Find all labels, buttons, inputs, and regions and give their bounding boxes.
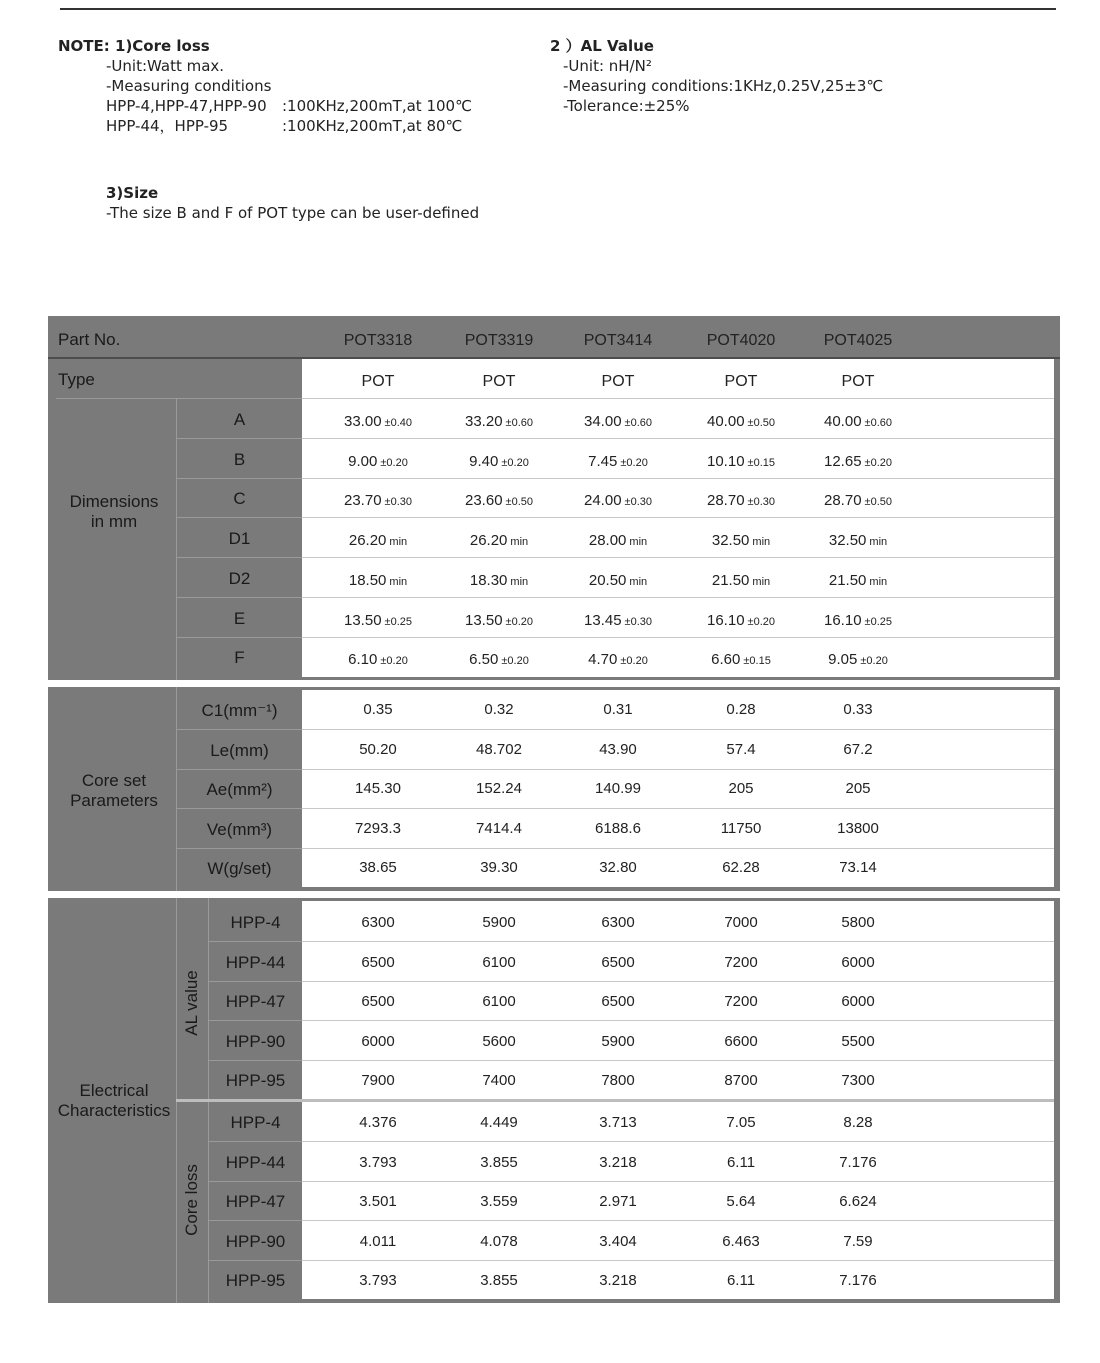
electrical-section bbox=[48, 898, 1060, 1303]
al-value-note bbox=[550, 36, 883, 116]
dimension-name: C bbox=[233, 489, 246, 509]
label-divider bbox=[176, 517, 302, 518]
electrical-value: 3.793 bbox=[359, 1272, 397, 1290]
core-param-value: 32.80 bbox=[599, 859, 637, 877]
label-divider bbox=[208, 1141, 302, 1142]
electrical-value: 8.28 bbox=[843, 1114, 873, 1131]
row-divider bbox=[302, 729, 1054, 730]
dimension-cell bbox=[558, 413, 678, 430]
core-param-value: 73.14 bbox=[839, 859, 877, 877]
electrical-value: 7.59 bbox=[843, 1232, 873, 1250]
core-param-value: 0.35 bbox=[363, 701, 393, 718]
row-divider bbox=[302, 808, 1054, 809]
type-cell: POT bbox=[482, 373, 516, 390]
dimension-value: 9.40 bbox=[469, 452, 499, 470]
dimension-name: F bbox=[234, 648, 245, 668]
dimension-tolerance: ±0.20 bbox=[747, 615, 775, 628]
dimensions-label-line2: in mm bbox=[90, 512, 138, 531]
al-loss-divider bbox=[176, 1099, 1054, 1102]
core-param-name: Ve(mm³) bbox=[206, 819, 273, 839]
dimension-name: D1 bbox=[228, 529, 251, 549]
grade-name: HPP-44 bbox=[225, 1152, 286, 1172]
dimension-value: 10.10 bbox=[707, 452, 745, 470]
label-divider bbox=[176, 848, 302, 849]
dimension-cell bbox=[798, 572, 918, 589]
electrical-value: 4.078 bbox=[480, 1232, 518, 1250]
core-param-name: C1(mm⁻¹) bbox=[201, 701, 278, 720]
dimension-value: 18.50 bbox=[348, 571, 387, 589]
dimension-tolerance: ±0.40 bbox=[384, 417, 412, 429]
core-param-value: 7414.4 bbox=[476, 819, 522, 837]
top-rule bbox=[60, 8, 1056, 10]
electrical-value: 7300 bbox=[841, 1072, 875, 1090]
dimension-value: 28.00 bbox=[588, 532, 627, 550]
dimension-value: 16.10 bbox=[707, 611, 745, 629]
dimension-tolerance: ±0.15 bbox=[743, 655, 771, 668]
al-conditions: -Measuring conditions:1KHz,0.25V,25±3℃ bbox=[563, 77, 884, 95]
dimension-cell bbox=[681, 413, 801, 430]
electrical-value: 7.176 bbox=[839, 1153, 877, 1171]
row-divider bbox=[302, 769, 1054, 770]
electrical-value: 4.011 bbox=[359, 1232, 397, 1250]
condition-value: :100KHz,200mT,at 100℃ bbox=[282, 97, 472, 115]
dimension-tolerance: ±0.50 bbox=[747, 417, 775, 429]
electrical-value: 6.463 bbox=[722, 1232, 760, 1250]
electrical-value: 7.05 bbox=[726, 1114, 756, 1131]
dimension-value: 28.70 bbox=[707, 492, 745, 510]
dimension-tolerance: ±0.15 bbox=[747, 456, 775, 469]
dimensions-label bbox=[48, 492, 180, 532]
size-text: -The size B and F of POT type can be user-defined bbox=[106, 204, 480, 222]
electrical-value: 6.624 bbox=[839, 1193, 877, 1211]
dimension-tolerance: ±0.20 bbox=[620, 655, 648, 668]
size-note bbox=[106, 183, 479, 223]
core-param-value: 205 bbox=[728, 780, 754, 798]
type-divider bbox=[56, 398, 302, 399]
core-param-value: 6188.6 bbox=[595, 819, 641, 837]
dimension-cell bbox=[318, 413, 438, 430]
electrical-value: 3.855 bbox=[480, 1272, 518, 1290]
core-param-value: 38.65 bbox=[359, 859, 397, 877]
al-value-title: 2 ）AL Value bbox=[550, 37, 654, 55]
core-set-label bbox=[48, 771, 180, 811]
dimension-cell bbox=[798, 453, 918, 470]
dimension-tolerance: ±0.30 bbox=[747, 496, 775, 509]
grade-name: HPP-4 bbox=[230, 913, 281, 932]
row-divider bbox=[302, 981, 1054, 982]
al-tolerance: -Tolerance:±25% bbox=[563, 97, 690, 115]
header-divider bbox=[48, 357, 1060, 359]
electrical-value: 2.971 bbox=[599, 1193, 637, 1211]
row-divider bbox=[302, 398, 1054, 399]
electrical-value: 6500 bbox=[601, 993, 635, 1011]
condition-row bbox=[106, 116, 472, 136]
core-set-label-line1: Core set bbox=[81, 771, 147, 790]
dimension-value: 6.60 bbox=[711, 651, 741, 669]
electrical-value: 6000 bbox=[361, 1032, 395, 1050]
dimension-cell bbox=[798, 612, 918, 629]
label-divider bbox=[176, 597, 302, 598]
row-divider bbox=[302, 557, 1054, 558]
dimension-tolerance: min bbox=[869, 536, 888, 549]
part-number-header: POT3319 bbox=[464, 332, 534, 349]
dimension-tolerance: ±0.20 bbox=[620, 456, 648, 469]
electrical-value: 7900 bbox=[361, 1072, 395, 1090]
dimension-value: 13.50 bbox=[465, 611, 503, 629]
row-divider bbox=[302, 478, 1054, 479]
condition-row bbox=[106, 96, 472, 116]
electrical-value: 5.64 bbox=[726, 1193, 756, 1211]
dimension-cell bbox=[798, 413, 918, 430]
dimension-value: 23.70 bbox=[344, 492, 382, 510]
electrical-value: 6500 bbox=[361, 953, 395, 971]
label-divider bbox=[176, 438, 302, 439]
dimension-cell bbox=[558, 612, 678, 629]
label-divider bbox=[208, 981, 302, 982]
electrical-value: 4.376 bbox=[359, 1114, 397, 1131]
dimension-tolerance: min bbox=[389, 536, 408, 549]
al-unit: -Unit: nH/N² bbox=[563, 57, 652, 75]
core-param-name: W(g/set) bbox=[207, 859, 272, 879]
label-divider bbox=[176, 769, 302, 770]
dimension-value: 23.60 bbox=[465, 492, 503, 510]
core-param-value: 140.99 bbox=[595, 780, 641, 798]
dimension-value: 21.50 bbox=[828, 571, 867, 589]
electrical-label-line2: Characteristics bbox=[57, 1101, 171, 1120]
dimension-cell bbox=[558, 492, 678, 509]
electrical-value: 7200 bbox=[724, 993, 758, 1011]
electrical-value: 7800 bbox=[601, 1072, 635, 1090]
dimension-tolerance: min bbox=[629, 536, 648, 549]
dimension-tolerance: ±0.25 bbox=[384, 615, 412, 628]
row-divider bbox=[302, 1181, 1054, 1182]
dimension-tolerance: min bbox=[869, 575, 888, 588]
label-divider bbox=[176, 637, 302, 638]
dimension-value: 13.50 bbox=[344, 611, 382, 629]
type-cell: POT bbox=[724, 373, 758, 390]
core-loss-label: Core loss bbox=[182, 1164, 201, 1236]
grade-name: HPP-95 bbox=[225, 1271, 286, 1291]
label-divider bbox=[208, 1260, 302, 1261]
dimension-cell bbox=[318, 492, 438, 509]
dimension-tolerance: ±0.30 bbox=[384, 496, 412, 509]
core-param-value: 48.702 bbox=[476, 740, 522, 758]
electrical-value: 6500 bbox=[361, 993, 395, 1011]
electrical-value: 6500 bbox=[601, 953, 635, 971]
dimension-cell bbox=[558, 651, 678, 668]
row-divider bbox=[302, 1060, 1054, 1061]
electrical-label bbox=[48, 1081, 180, 1121]
dimension-tolerance: min bbox=[510, 536, 529, 549]
electrical-value: 6.11 bbox=[726, 1153, 756, 1171]
core-loss-unit: -Unit:Watt max. bbox=[106, 57, 225, 75]
dimension-cell bbox=[558, 453, 678, 470]
type-cell: POT bbox=[361, 373, 395, 390]
dimension-tolerance: ±0.20 bbox=[860, 655, 888, 668]
dimension-tolerance: ±0.50 bbox=[864, 496, 892, 509]
dimension-cell bbox=[318, 453, 438, 470]
row-divider bbox=[302, 637, 1054, 638]
electrical-value: 3.218 bbox=[599, 1153, 637, 1171]
row-divider bbox=[302, 517, 1054, 518]
core-param-value: 0.31 bbox=[603, 701, 633, 718]
type-label: Type bbox=[58, 370, 95, 389]
dimension-cell bbox=[439, 651, 559, 668]
electrical-value: 5900 bbox=[601, 1032, 635, 1050]
dimension-value: 24.00 bbox=[584, 492, 622, 510]
row-divider bbox=[302, 848, 1054, 849]
dimension-tolerance: min bbox=[510, 575, 529, 588]
dimension-tolerance: ±0.60 bbox=[864, 417, 892, 429]
electrical-value: 7200 bbox=[724, 953, 758, 971]
core-set-section bbox=[48, 687, 1060, 891]
dimension-name: A bbox=[233, 410, 246, 429]
electrical-value: 6000 bbox=[841, 993, 875, 1011]
dimension-cell bbox=[798, 651, 918, 668]
dimension-tolerance: ±0.30 bbox=[624, 496, 652, 509]
grade-name: HPP-47 bbox=[225, 992, 286, 1012]
core-param-name: Ae(mm²) bbox=[206, 780, 273, 800]
dimension-cell bbox=[318, 572, 438, 589]
dimension-tolerance: ±0.20 bbox=[505, 615, 533, 628]
core-param-value: 62.28 bbox=[722, 859, 760, 877]
condition-value: :100KHz,200mT,at 80℃ bbox=[282, 117, 463, 135]
label-divider bbox=[176, 557, 302, 558]
al-value-label: AL value bbox=[182, 970, 201, 1036]
electrical-value: 7400 bbox=[482, 1072, 516, 1090]
core-loss-note bbox=[58, 36, 472, 136]
core-param-value: 0.32 bbox=[484, 701, 514, 718]
dimension-cell bbox=[318, 612, 438, 629]
dimension-tolerance: ±0.20 bbox=[864, 456, 892, 469]
dimension-name: D2 bbox=[228, 568, 251, 588]
dimension-cell bbox=[681, 453, 801, 470]
dimension-value: 21.50 bbox=[711, 571, 750, 589]
dimension-tolerance: ±0.60 bbox=[624, 417, 652, 429]
grade-name: HPP-4 bbox=[230, 1113, 281, 1132]
measuring-conditions-label: -Measuring conditions bbox=[106, 77, 272, 95]
electrical-value: 7000 bbox=[724, 914, 758, 931]
dimension-cell bbox=[558, 572, 678, 589]
dimension-value: 28.70 bbox=[824, 492, 862, 510]
dimension-value: 26.20 bbox=[348, 532, 387, 550]
label-divider bbox=[208, 1220, 302, 1221]
dimension-value: 12.65 bbox=[824, 452, 862, 470]
electrical-value: 6300 bbox=[601, 914, 635, 931]
dimension-cell bbox=[681, 492, 801, 509]
part-number-header: POT3318 bbox=[343, 332, 413, 349]
electrical-value: 5500 bbox=[841, 1032, 875, 1050]
size-title: 3)Size bbox=[106, 184, 159, 202]
dimensions-section bbox=[48, 316, 1060, 680]
grade-name: HPP-47 bbox=[225, 1192, 286, 1212]
condition-parts: HPP-44，HPP-95 bbox=[106, 117, 229, 135]
dimension-value: 33.20 bbox=[465, 413, 503, 430]
dimension-tolerance: ±0.60 bbox=[505, 417, 533, 429]
type-cell: POT bbox=[601, 373, 635, 390]
label-divider bbox=[208, 1181, 302, 1182]
dimension-cell bbox=[439, 492, 559, 509]
electrical-value: 3.713 bbox=[599, 1114, 637, 1131]
grade-name: HPP-90 bbox=[225, 1031, 286, 1051]
dimension-cell bbox=[439, 572, 559, 589]
dimension-value: 6.50 bbox=[469, 651, 499, 669]
electrical-value: 3.855 bbox=[480, 1153, 518, 1171]
dimension-cell bbox=[558, 532, 678, 549]
label-divider bbox=[208, 1020, 302, 1021]
dimension-tolerance: min bbox=[752, 536, 771, 549]
label-divider bbox=[176, 729, 302, 730]
dimension-cell bbox=[439, 453, 559, 470]
dimension-value: 9.05 bbox=[828, 651, 858, 669]
electrical-value: 5600 bbox=[482, 1032, 516, 1050]
part-number-header: POT4025 bbox=[823, 332, 893, 349]
electrical-value: 3.559 bbox=[480, 1193, 518, 1211]
dimension-cell bbox=[681, 532, 801, 549]
label-divider bbox=[176, 808, 302, 809]
core-param-value: 145.30 bbox=[355, 780, 401, 798]
electrical-value: 3.501 bbox=[359, 1193, 397, 1211]
dimension-value: 26.20 bbox=[469, 532, 508, 550]
dimension-cell bbox=[681, 612, 801, 629]
electrical-value: 6100 bbox=[482, 993, 516, 1011]
core-param-value: 11750 bbox=[720, 819, 762, 837]
core-set-label-line2: Parameters bbox=[70, 791, 158, 810]
dimension-cell bbox=[439, 532, 559, 549]
grade-name: HPP-90 bbox=[225, 1231, 286, 1251]
electrical-value: 6300 bbox=[361, 914, 395, 931]
dimension-tolerance: min bbox=[629, 575, 648, 588]
row-divider bbox=[302, 1141, 1054, 1142]
dimension-cell bbox=[681, 651, 801, 668]
dimension-cell bbox=[439, 612, 559, 629]
electrical-value: 3.218 bbox=[599, 1272, 637, 1290]
dimension-value: 13.45 bbox=[584, 611, 622, 629]
electrical-value: 6100 bbox=[482, 953, 516, 971]
dimension-value: 34.00 bbox=[584, 413, 622, 430]
core-param-value: 67.2 bbox=[843, 740, 873, 758]
row-divider bbox=[302, 941, 1054, 942]
dimension-value: 6.10 bbox=[348, 651, 378, 669]
part-number-header: POT3414 bbox=[583, 332, 653, 349]
grade-name: HPP-95 bbox=[225, 1071, 286, 1091]
dimension-tolerance: ±0.25 bbox=[864, 615, 892, 628]
row-divider bbox=[302, 1260, 1054, 1261]
dimension-tolerance: min bbox=[752, 575, 771, 588]
electrical-value: 3.404 bbox=[599, 1232, 637, 1250]
dimension-cell bbox=[318, 532, 438, 549]
part-number-header: POT4020 bbox=[706, 332, 776, 349]
dimension-cell bbox=[318, 651, 438, 668]
electrical-label-line1: Electrical bbox=[79, 1081, 149, 1100]
dimension-tolerance: ±0.20 bbox=[501, 655, 529, 668]
dimensions-label-line1: Dimensions bbox=[69, 492, 159, 511]
dimension-name: E bbox=[233, 608, 246, 628]
electrical-value: 5900 bbox=[482, 914, 516, 931]
core-param-value: 7293.3 bbox=[355, 819, 401, 837]
dimension-cell bbox=[439, 413, 559, 430]
core-param-value: 0.33 bbox=[843, 701, 873, 718]
core-param-value: 13800 bbox=[837, 819, 879, 837]
dimension-tolerance: min bbox=[389, 575, 408, 588]
core-param-value: 50.20 bbox=[359, 740, 397, 758]
part-no-label: Part No. bbox=[58, 330, 121, 349]
dimension-value: 20.50 bbox=[588, 571, 627, 589]
row-divider bbox=[302, 1020, 1054, 1021]
label-divider bbox=[208, 941, 302, 942]
dimension-value: 40.00 bbox=[824, 413, 862, 430]
dimension-cell bbox=[681, 572, 801, 589]
core-param-value: 0.28 bbox=[726, 701, 756, 718]
row-divider bbox=[302, 1220, 1054, 1221]
dimension-value: 32.50 bbox=[711, 532, 750, 550]
core-param-value: 205 bbox=[845, 780, 871, 798]
dimension-tolerance: ±0.20 bbox=[380, 456, 408, 469]
electrical-value: 3.793 bbox=[359, 1153, 397, 1171]
core-param-value: 57.4 bbox=[726, 740, 756, 758]
dimension-cell bbox=[798, 532, 918, 549]
dimension-value: 9.00 bbox=[348, 452, 378, 470]
dimension-name: B bbox=[233, 449, 246, 469]
label-divider bbox=[208, 1060, 302, 1061]
dimension-tolerance: ±0.30 bbox=[624, 615, 652, 628]
electrical-value: 6.11 bbox=[726, 1272, 756, 1290]
row-divider bbox=[302, 438, 1054, 439]
label-divider bbox=[176, 478, 302, 479]
dimension-value: 33.00 bbox=[344, 413, 382, 430]
dimension-value: 4.70 bbox=[588, 651, 618, 669]
row-divider bbox=[302, 597, 1054, 598]
dimension-value: 40.00 bbox=[707, 413, 745, 430]
dimension-value: 32.50 bbox=[828, 532, 867, 550]
core-param-name: Le(mm) bbox=[210, 740, 269, 760]
electrical-value: 7.176 bbox=[839, 1272, 877, 1290]
core-param-value: 39.30 bbox=[480, 859, 518, 877]
dimension-tolerance: ±0.20 bbox=[501, 456, 529, 469]
electrical-value: 4.449 bbox=[480, 1114, 518, 1131]
electrical-value: 5800 bbox=[841, 914, 875, 931]
electrical-value: 6000 bbox=[841, 953, 875, 971]
grade-name: HPP-44 bbox=[225, 952, 286, 972]
dimension-tolerance: ±0.50 bbox=[505, 496, 533, 509]
core-param-value: 152.24 bbox=[476, 780, 522, 798]
electrical-value: 6600 bbox=[724, 1032, 758, 1050]
type-cell: POT bbox=[841, 373, 875, 390]
condition-parts: HPP-4,HPP-47,HPP-90 bbox=[106, 97, 267, 115]
core-loss-title: NOTE: 1)Core loss bbox=[58, 37, 210, 55]
core-param-value: 43.90 bbox=[599, 740, 637, 758]
dimension-value: 18.30 bbox=[469, 571, 508, 589]
dimension-value: 16.10 bbox=[824, 611, 862, 629]
dimension-tolerance: ±0.20 bbox=[380, 655, 408, 668]
dimension-cell bbox=[798, 492, 918, 509]
electrical-value: 8700 bbox=[724, 1072, 758, 1090]
dimension-value: 7.45 bbox=[588, 452, 618, 470]
